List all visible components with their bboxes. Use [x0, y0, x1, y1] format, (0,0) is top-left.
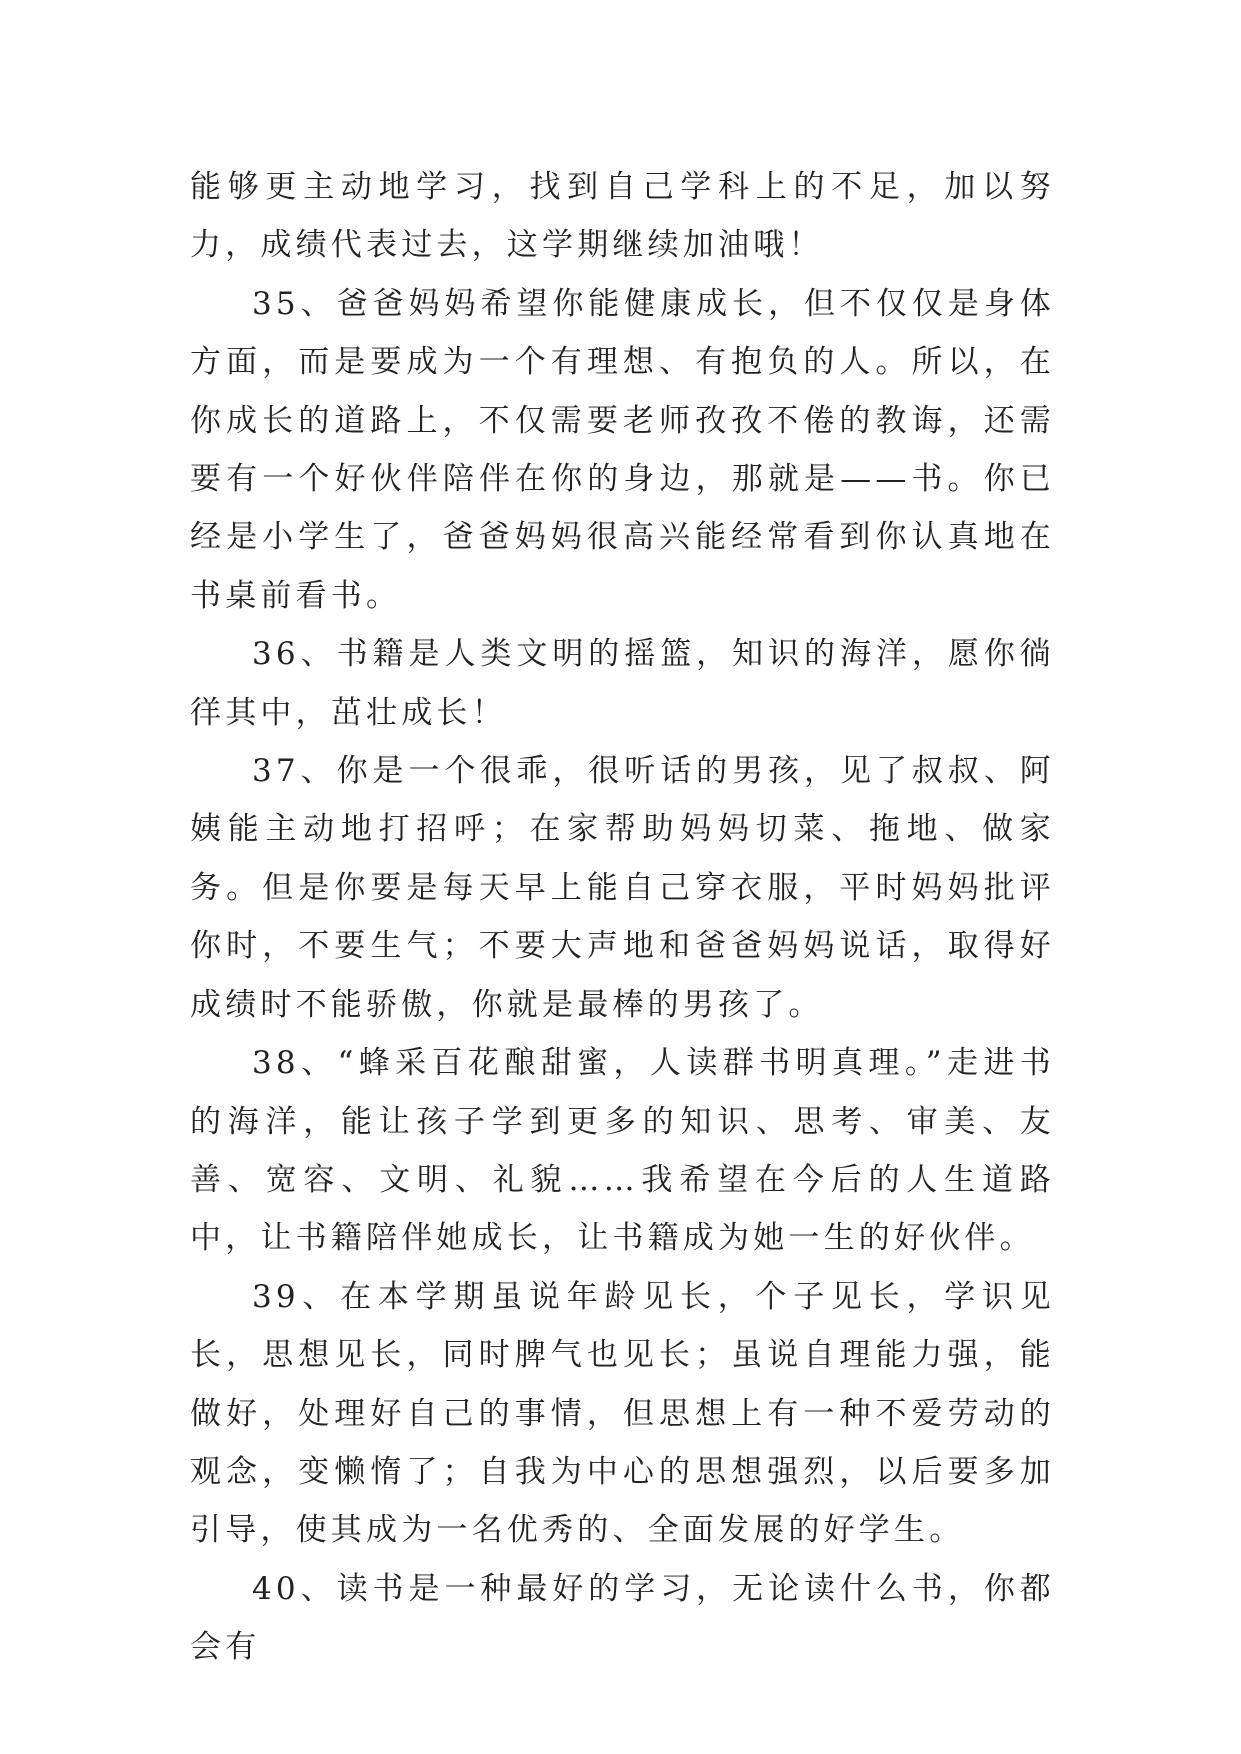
paragraph-continuation: 能够更主动地学习，找到自己学科上的不足，加以努力，成绩代表过去，这学期继续加油哦！ — [190, 169, 1055, 264]
paragraph-37: 37、你是一个很乖，很听话的男孩，见了叔叔、阿姨能主动地打招呼；在家帮助妈妈切菜、拖地、做家务。但是你要是每天早上能自己穿衣服，平时妈妈批评你时，不要生气；不要大声地和爸爸妈妈说话，取得好成绩时不能骄傲，你就是最棒的男孩了。 — [190, 753, 1055, 1023]
document-body — [190, 158, 1055, 1677]
paragraph-40: 40、读书是一种最好的学习，无论读什么书，你都会有 — [190, 1570, 1055, 1666]
paragraph-36: 36、书籍是人类文明的摇篮，知识的海洋，愿你徜徉其中，茁壮成长！ — [190, 636, 1055, 731]
paragraph-38: 38、“蜂采百花酿甜蜜，人读群书明真理。”走进书的海洋，能让孩子学到更多的知识、思考、审美、友善、宽容、文明、礼貌……我希望在今后的人生道路中，让书籍陪伴她成长，让书籍成为她一生的好伙伴。 — [190, 1045, 1055, 1257]
paragraph-39: 39、在本学期虽说年龄见长，个子见长，学识见长，思想见长，同时脾气也见长；虽说自理能力强，能做好，处理好自己的事情，但思想上有一种不爱劳动的观念，变懒惰了；自我为中心的思想强烈，以后要多加引导，使其成为一名优秀的、全面发展的好学生。 — [190, 1278, 1055, 1549]
paragraph-35: 35、爸爸妈妈希望你能健康成长，但不仅仅是身体方面，而是要成为一个有理想、有抱负的人。所以，在你成长的道路上，不仅需要老师孜孜不倦的教诲，还需要有一个好伙伴陪伴在你的身边，那就是——书。你已经是小学生了，爸爸妈妈很高兴能经常看到你认真地在书桌前看书。 — [190, 285, 1055, 614]
